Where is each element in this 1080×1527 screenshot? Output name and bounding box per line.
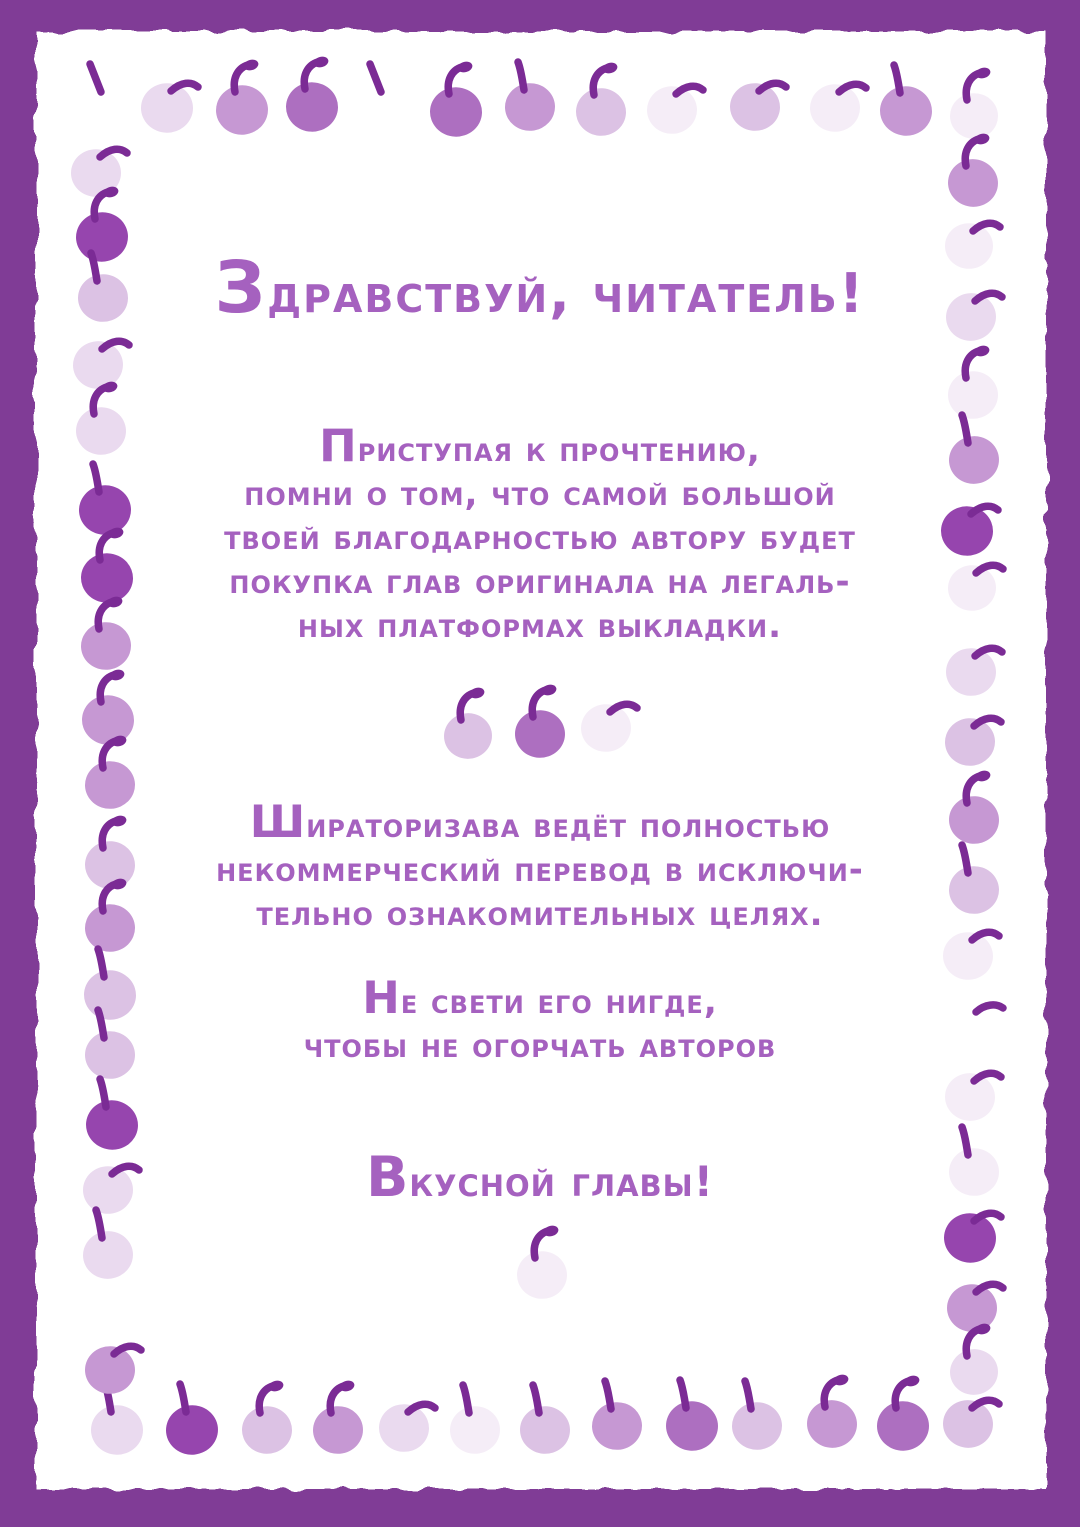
page-title: Здравствуй, читатель! (214, 246, 866, 329)
paragraph-do-not-share: Не свети его нигде, чтобы не огорчать авторов (303, 971, 777, 1066)
paragraph-noncommercial: Шираторизава ведёт полностью некоммерческий перевод в исключи- тельно ознакомительных целях. (216, 795, 864, 934)
paragraph-support-author: Приступая к прочтению, помни о том, что самой большой твоей благодарностью автору будет покупка глав оригинала на легаль- ных платформах выкладки. (224, 419, 856, 646)
closing-wish: Вкусной главы! (366, 1146, 714, 1210)
